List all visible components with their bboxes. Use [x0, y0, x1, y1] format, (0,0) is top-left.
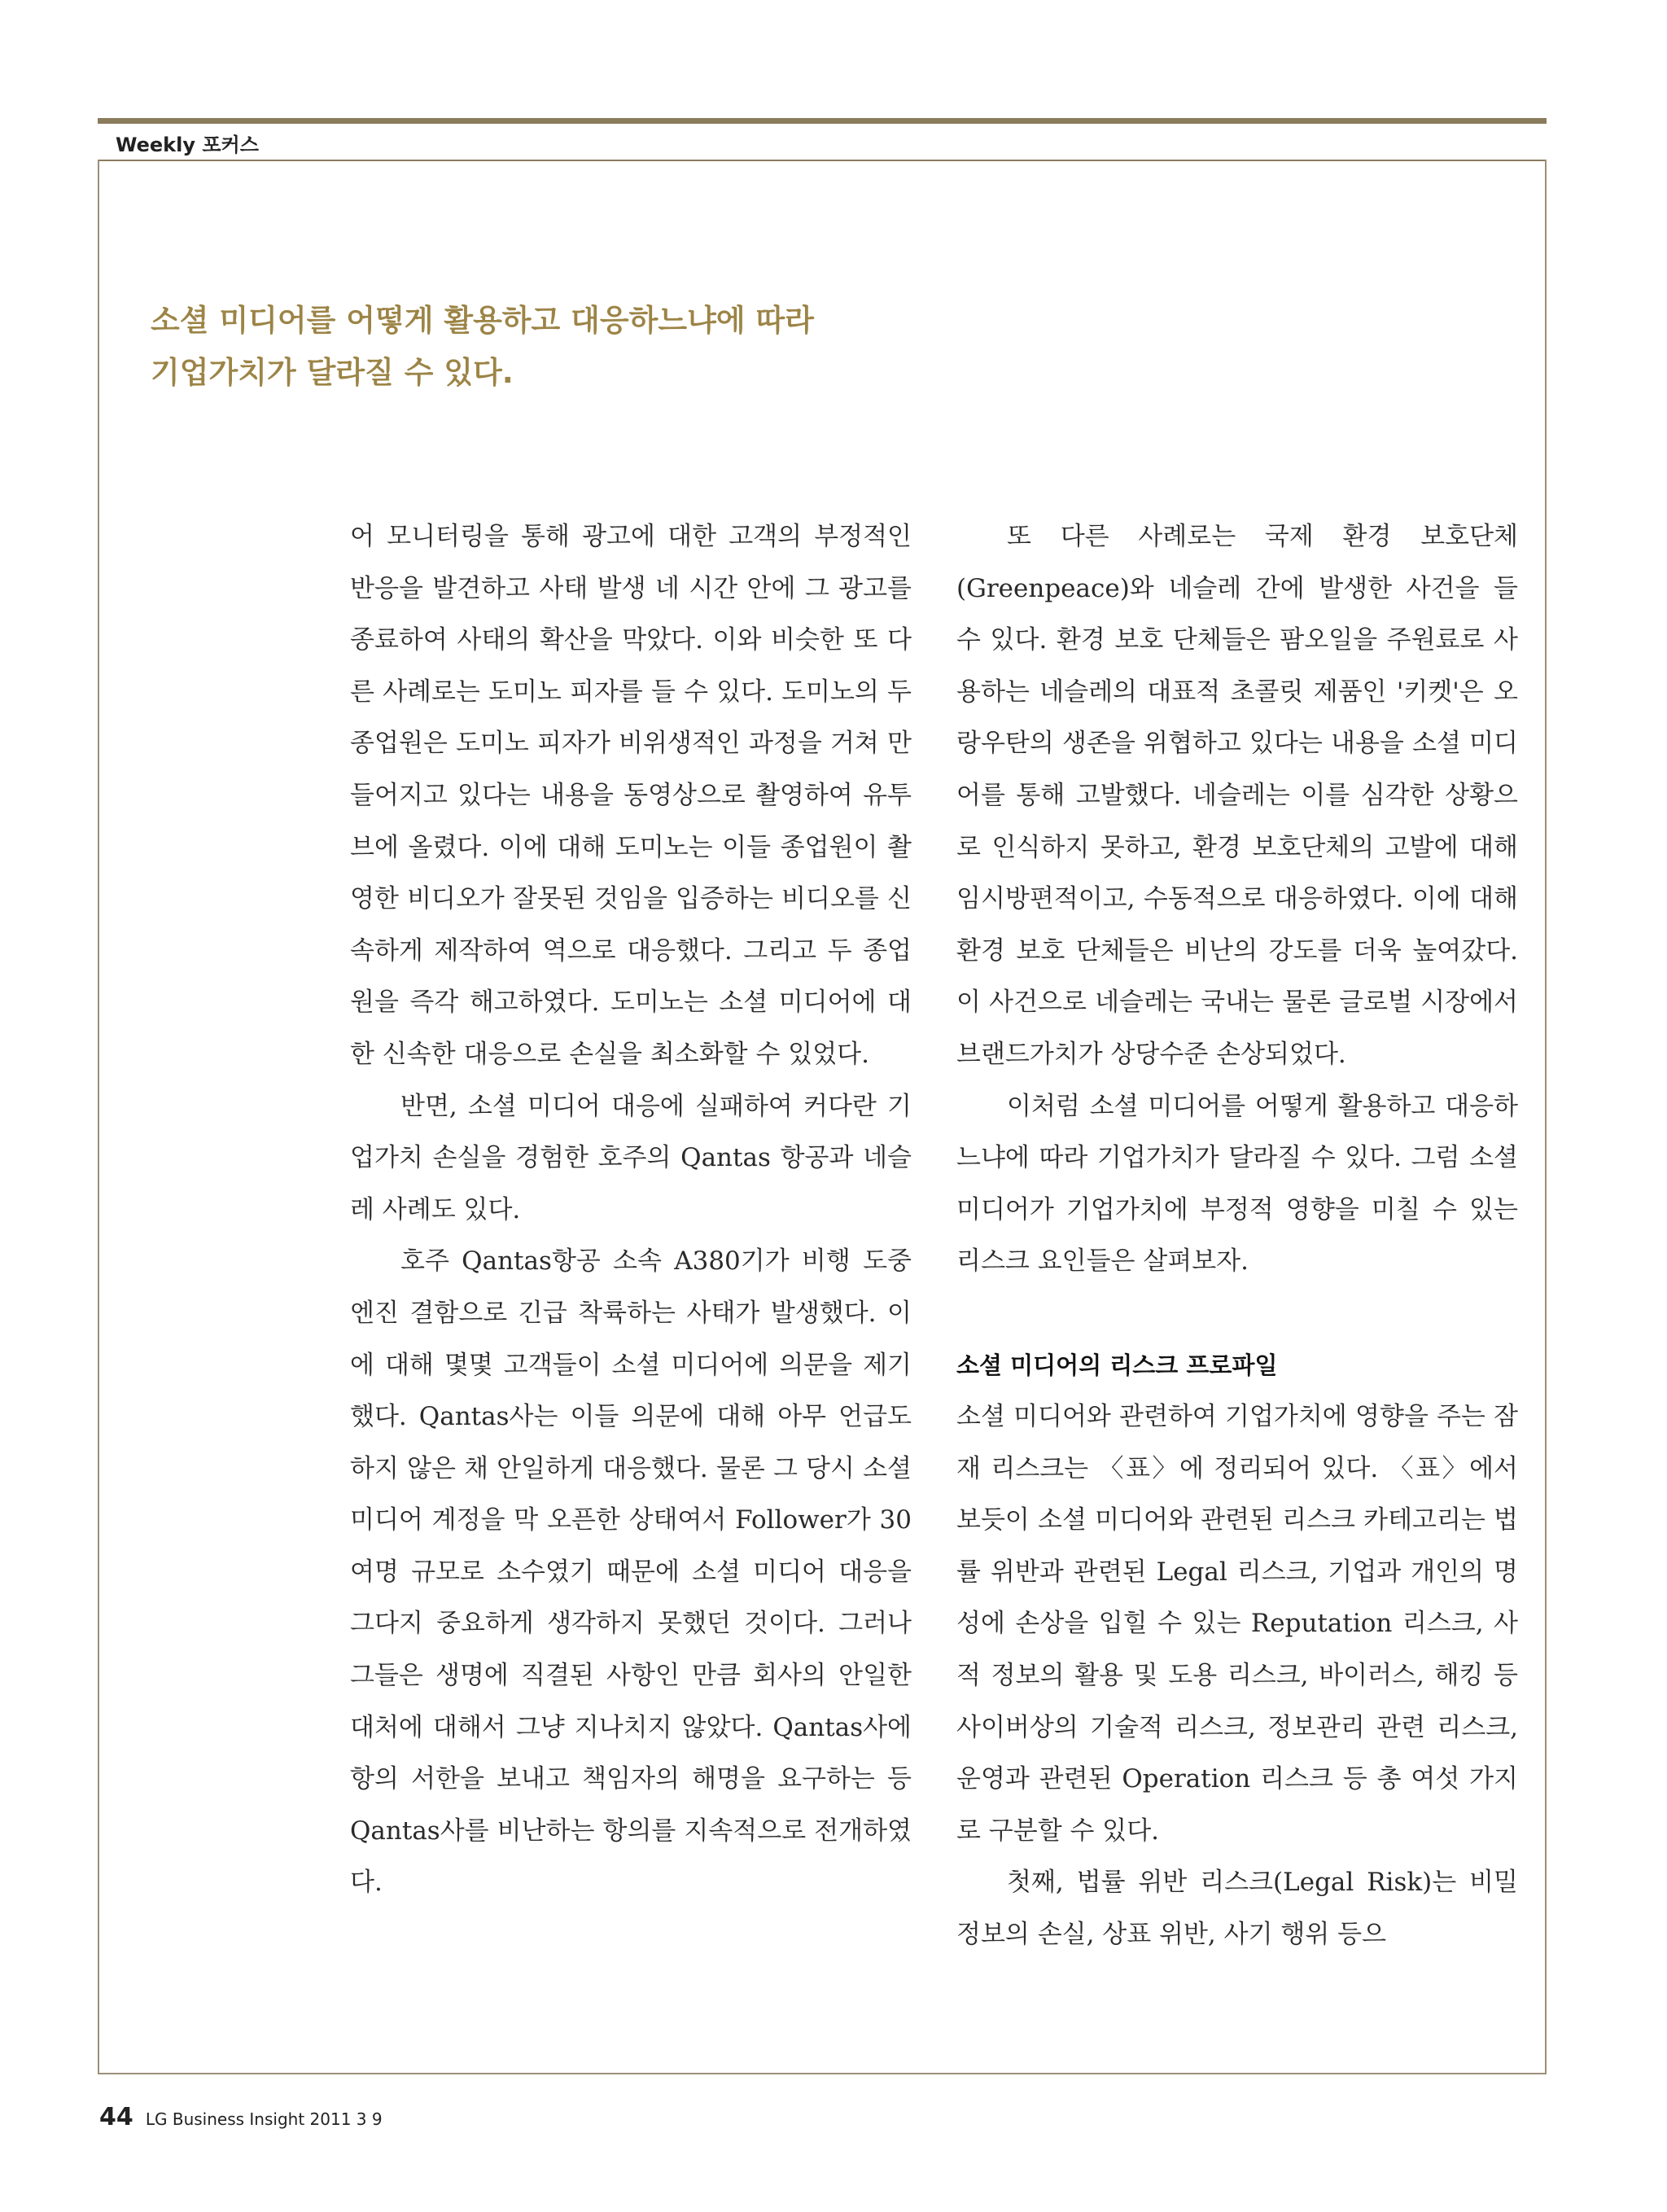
header-top-rule — [98, 118, 1547, 124]
header-under-rule — [98, 160, 1547, 161]
page-footer — [99, 2103, 383, 2131]
left-column — [350, 511, 912, 1909]
right-column — [956, 511, 1518, 1961]
right-paragraph-1: 또 다른 사례로는 국제 환경 보호단체(Greenpeace)와 네슬레 간에 발생한 사건을 들 수 있다. 환경 보호 단체들은 팜오일을 주원료로 사용하는 네슬레의 대표적 초콜릿 제품인 '키켓'은 오랑우탄의 생존을 위협하고 있다는 내용을 소셜 미디어를 통해 고발했다. 네슬레는 이를 심각한 상황으로 인식하지 못하고, 환경 보호단체의 고발에 대해 임시방편적이고, 수동적으로 대응하였다. 이에 대해 환경 보호 단체들은 비난의 강도를 더욱 높여갔다. 이 사건으로 네슬레는 국내는 물론 글로벌 시장에서 브랜드가치가 상당수준 손상되었다. — [956, 522, 1518, 1069]
frame-bottom-border — [98, 2073, 1547, 2074]
right-paragraph-4: 첫째, 법률 위반 리스크(Legal Risk)는 비밀 정보의 손실, 상표 위반, 사기 행위 등으 — [956, 1868, 1518, 1950]
right-paragraph-2: 이처럼 소셜 미디어를 어떻게 활용하고 대응하느냐에 따라 기업가치가 달라질 수 있다. 그럼 소셜 미디어가 기업가치에 부정적 영향을 미칠 수 있는 리스크 요인들은 살펴보자. — [956, 1091, 1518, 1277]
left-paragraph-3: 호주 Qantas항공 소속 A380기가 비행 도중 엔진 결함으로 긴급 착륙하는 사태가 발생했다. 이에 대해 몇몇 고객들이 소셜 미디어에 의문을 제기했다. Qantas사는 이들 의문에 대해 아무 언급도 하지 않은 채 안일하게 대응했다. 물론 그 당시 소셜 미디어 계정을 막 오픈한 상태여서 Follower가 30여명 규모로 소수였기 때문에 소셜 미디어 대응을 그다지 중요하게 생각하지 못했던 것이다. 그러나 그들은 생명에 직결된 사항인 만큼 회사의 안일한 대처에 대해서 그냥 지나치지 않았다. Qantas사에 항의 서한을 보내고 책임자의 해명을 요구하는 등 Qantas사를 비난하는 항의를 지속적으로 전개하였다. — [350, 1246, 912, 1898]
frame-right-border — [1545, 160, 1547, 2074]
journal-info: LG Business Insight 2011 3 9 — [145, 2109, 383, 2129]
pull-quote-line-2: 기업가치가 달라질 수 있다. — [151, 355, 514, 390]
pull-quote — [151, 295, 965, 399]
page-number: 44 — [99, 2103, 133, 2131]
left-paragraph-1: 어 모니터링을 통해 광고에 대한 고객의 부정적인 반응을 발견하고 사태 발생 네 시간 안에 그 광고를 종료하여 사태의 확산을 막았다. 이와 비슷한 또 다른 사례로는 도미노 피자를 들 수 있다. 도미노의 두 종업원은 도미노 피자가 비위생적인 과정을 거쳐 만들어지고 있다는 내용을 동영상으로 촬영하여 유투브에 올렸다. 이에 대해 도미노는 이들 종업원이 촬영한 비디오가 잘못된 것임을 입증하는 비디오를 신속하게 제작하여 역으로 대응했다. 그리고 두 종업원을 즉각 해고하였다. 도미노는 소셜 미디어에 대한 신속한 대응으로 손실을 최소화할 수 있었다. — [350, 522, 912, 1069]
section-label: Weekly 포커스 — [116, 134, 259, 156]
left-paragraph-2: 반면, 소셜 미디어 대응에 실패하여 커다란 기업가치 손실을 경험한 호주의 Qantas 항공과 네슬레 사례도 있다. — [350, 1091, 912, 1224]
section-heading: 소셜 미디어의 리스크 프로파일 — [956, 1351, 1278, 1379]
pull-quote-line-1: 소셜 미디어를 어떻게 활용하고 대응하느냐에 따라 — [151, 303, 814, 338]
right-paragraph-3: 소셜 미디어와 관련하여 기업가치에 영향을 주는 잠재 리스크는 〈표〉에 정리되어 있다. 〈표〉에서 보듯이 소셜 미디어와 관련된 리스크 카테고리는 법률 위반과 관련된 Legal 리스크, 기업과 개인의 명성에 손상을 입힐 수 있는 Reputation 리스크, 사적 정보의 활용 및 도용 리스크, 바이러스, 해킹 등 사이버상의 기술적 리스크, 정보관리 관련 리스크, 운영과 관련된 Operation 리스크 등 총 여섯 가지로 구분할 수 있다. — [956, 1402, 1518, 1846]
frame-left-border — [98, 160, 99, 2074]
